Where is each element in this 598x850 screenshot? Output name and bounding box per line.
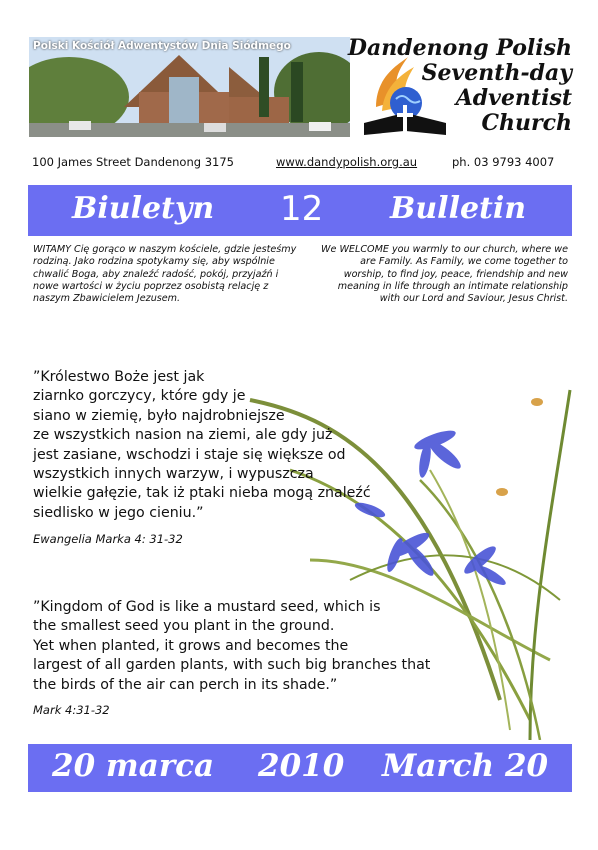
- date-band: [28, 744, 572, 792]
- church-name-line: Adventist: [455, 85, 572, 111]
- phone-text: ph. 03 9793 4007: [452, 155, 555, 169]
- verse-polish: ”Królestwo Boże jest jak ziarnko gorczycy, które gdy je siano w ziemię, było najdrobniejsze ze wszystkich nasion na ziemi, ale gdy już jest zasiane, wschodzi i staje się większe od wszystkich innych warzyw, i wypuszcza wielkie gałęzie, tak iż ptaki nieba mogą znaleźć siedlisko w jego cieniu.”: [33, 369, 371, 521]
- website-link[interactable]: www.dandypolish.org.au: [276, 155, 418, 169]
- verse-english: ”Kingdom of God is like a mustard seed, which is the smallest seed you plant in the ground. Yet when planted, it grows and becomes the largest of all garden plants, with such big branches that the birds of the air can perch in its shade.”: [33, 599, 431, 693]
- church-name-line: Seventh-day: [421, 60, 572, 86]
- address-text: 100 James Street Dandenong 3175: [32, 155, 234, 169]
- photo-caption: Polski Kościół Adwentystów Dnia Siódmego: [33, 40, 291, 52]
- verse-polish-reference: Ewangelia Marka 4: 31-32: [33, 532, 183, 546]
- church-building-illustration: [29, 37, 350, 137]
- welcome-text-polish: WITAMY Cię gorąco w naszym kościele, gdzie jesteśmy rodziną. Jako rodzina spotykamy się, aby wspólnie chwalić Boga, aby znaleźć radość, pokój, przyjaźń i nowe wartości w życiu poprzez osobistą relację z naszym Zbawicielem Jezusem.: [33, 244, 297, 305]
- bulletin-title-polish: Biuletyn: [72, 191, 215, 226]
- church-name-line: Church: [481, 110, 572, 136]
- bulletin-title-english: Bulletin: [390, 191, 527, 226]
- church-photo: [29, 37, 350, 137]
- date-year: 2010: [258, 748, 345, 784]
- verse-english-reference: Mark 4:31-32: [33, 703, 110, 717]
- church-name-line: Dandenong Polish: [347, 35, 572, 61]
- welcome-text-english: We WELCOME you warmly to our church, where we are Family. As Family, we come together to worship, to find joy, peace, friendship and new meaning in life through an intimate relationship with our Lord and Saviour, Jesus Christ.: [321, 244, 568, 305]
- date-polish: 20 marca: [52, 748, 215, 784]
- bulletin-title-band: [28, 185, 572, 236]
- bulletin-number: 12: [280, 189, 324, 229]
- date-english: March 20: [382, 748, 549, 784]
- church-name: [342, 36, 572, 136]
